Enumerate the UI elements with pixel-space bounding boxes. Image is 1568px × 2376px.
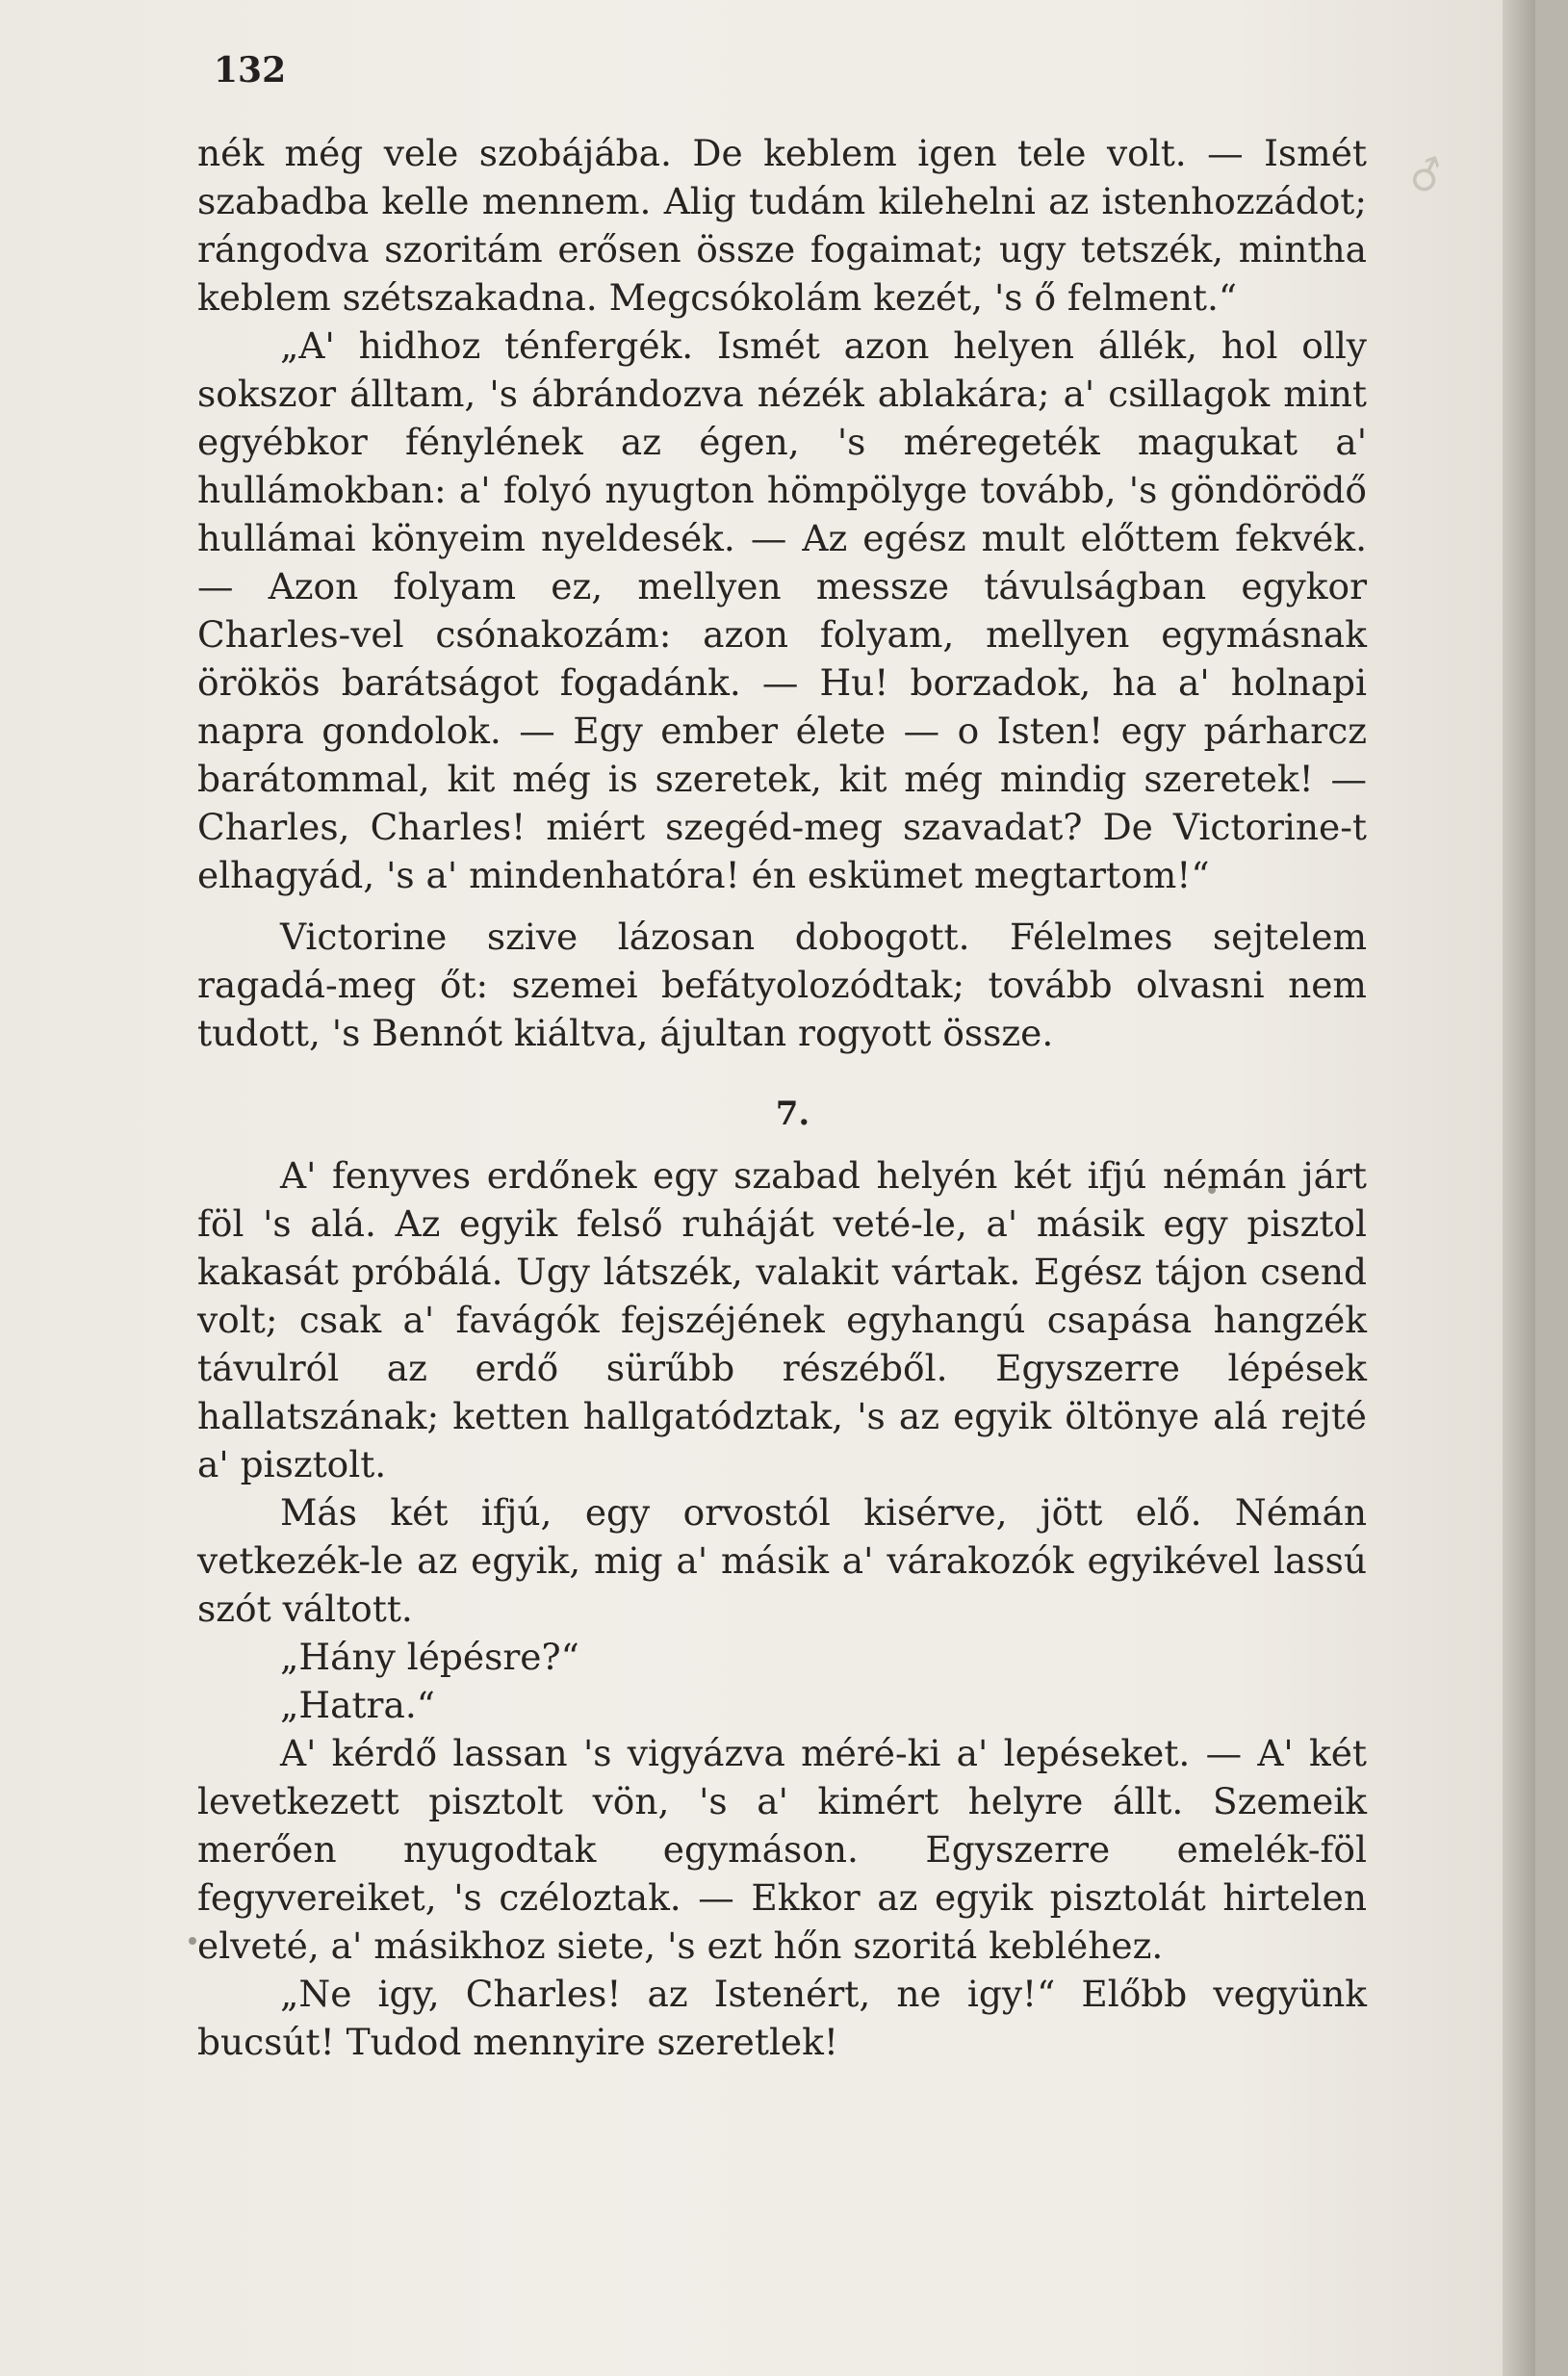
ink-speck: [189, 1937, 196, 1945]
page-edge: [1503, 0, 1535, 2376]
dialogue-line: „Hány lépésre?“: [280, 1636, 579, 1678]
paragraph: A' kérdő lassan 's vigyázva méré-ki a' lepéseket. — A' két levetkezett pisztolt vön, 's a' kimért helyre állt. Szemeik merően nyugodtak egymáson. Egyszerre emelék-föl fegyvereiket, 's czéloztak. — Ekkor az egyik pisztolát hirtelen elveté, a' másikhoz siete, 's ezt hőn szoritá kebléhez.: [197, 1732, 1367, 1967]
paragraph: „Ne igy, Charles! az Istenért, ne igy!“ Előbb vegyünk bucsút! Tudod mennyire szeretlek!: [197, 1973, 1367, 2063]
paragraph: A' fenyves erdőnek egy szabad helyén két ifjú némán járt föl 's alá. Az egyik felső ruháját veté-le, a' másik egy pisztol kakasát próbálá. Ugy látszék, valakit vártak. Egész tájon csend volt; csak a' favágók fejszéjének egyhangú csapása hangzék távulról az erdő sürűbb részéből. Egyszerre lépések hallatszának; ketten hallgatództak, 's az egyik öltönye alá rejté a' pisztolt.: [197, 1154, 1367, 1485]
paragraph: Victorine szive lázosan dobogott. Félelmes sejtelem ragadá-meg őt: szemei befátyolozódtak; tovább olvasni nem tudott, 's Bennót kiáltva, ájultan rogyott össze.: [197, 916, 1367, 1054]
page-text: [197, 129, 1367, 2066]
section-number: 7.: [775, 1095, 810, 1133]
page-number: 132: [214, 50, 287, 90]
margin-mark: ♂: [1401, 147, 1452, 204]
paragraph: Más két ifjú, egy orvostól kisérve, jött elő. Némán vetkezék-le az egyik, mig a' másik a' várakozók egyikével lassú szót váltott.: [197, 1491, 1367, 1630]
dialogue-line: „Hatra.“: [280, 1684, 435, 1726]
paragraph: „A' hidhoz ténfergék. Ismét azon helyen állék, hol olly sokszor álltam, 's ábrándozva nézék ablakára; a' csillagok mint egyébkor fénylének az égen, 's méregeték magukat a' hullámokban: a' folyó nyugton hömpölyge tovább, 's göndörödő hullámai könyeim nyeldesék. — Az egész mult előttem fekvék. — Azon folyam ez, mellyen messze távulságban egykor Charles-vel csónakozám: azon folyam, mellyen egymásnak örökös barátságot fogadánk. — Hu! borzadok, ha a' holnapi napra gondolok. — Egy ember élete — o Isten! egy párharcz barátommal, kit még is szeretek, kit még mindig szeretek! — Charles, Charles! miért szegéd-meg szavadat? De Victorine-t elhagyád, 's a' mindenhatóra! én eskümet megtartom!“: [197, 324, 1367, 896]
paragraph: nék még vele szobájába. De keblem igen tele volt. — Ismét szabadba kelle mennem. Alig tudám kilehelni az istenhozzádot; rángodva szoritám erősen össze fogaimat; ugy tetszék, mintha keblem szétszakadna. Megcsókolám kezét, 's ő felment.“: [197, 132, 1367, 319]
